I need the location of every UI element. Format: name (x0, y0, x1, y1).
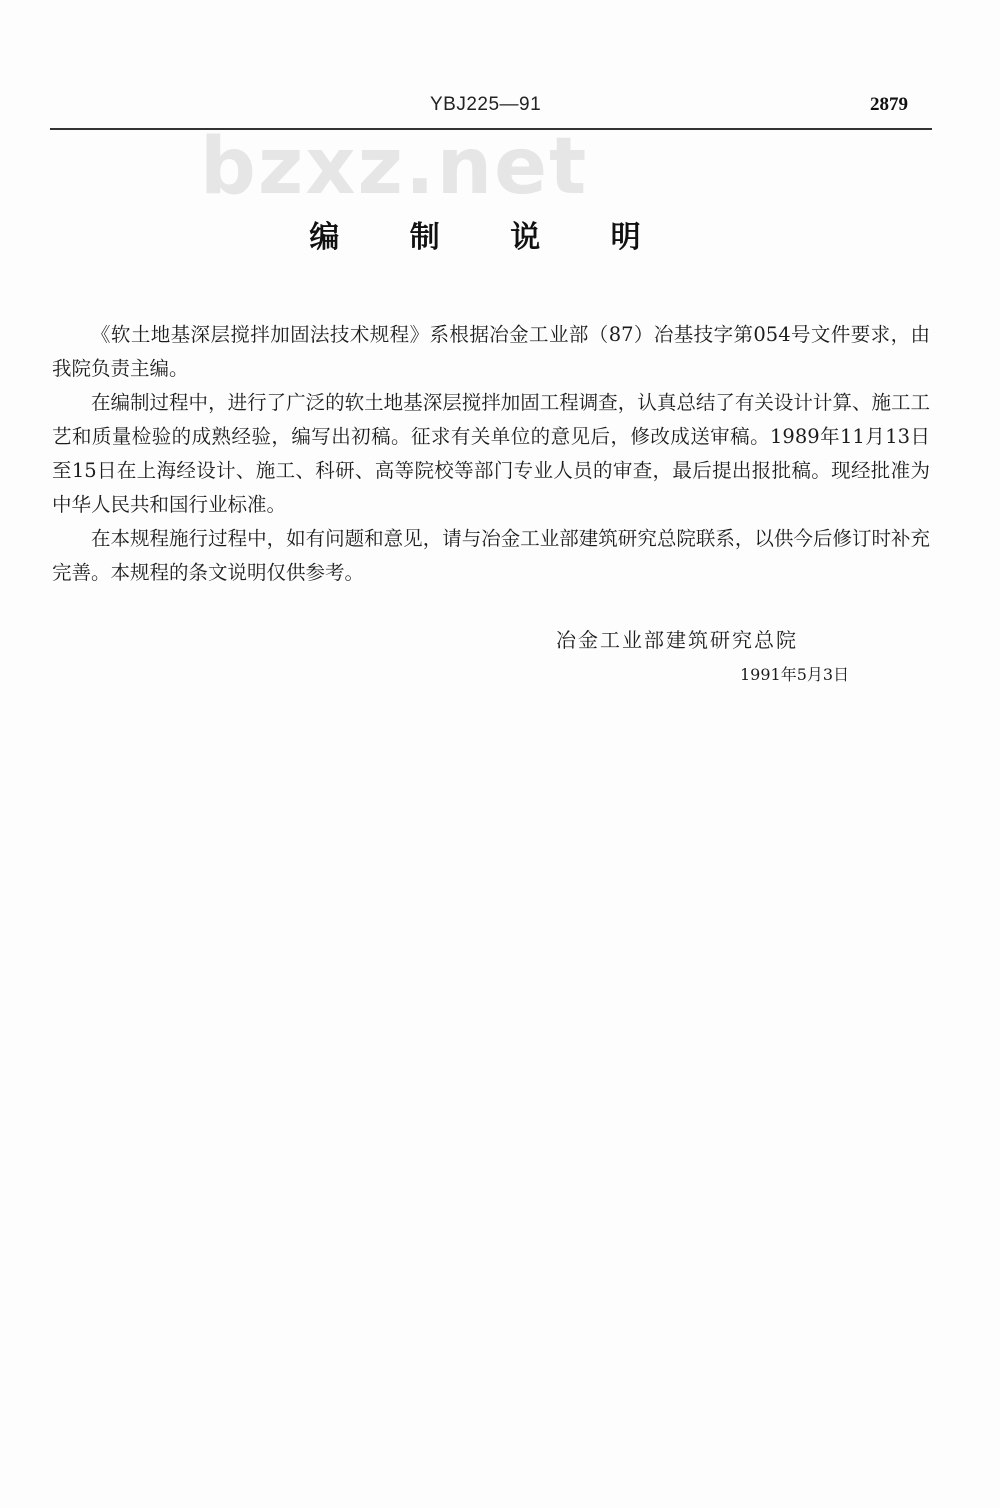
page-number: 2879 (870, 94, 908, 115)
signature-date: 1991年5月3日 (740, 665, 850, 684)
body-text (52, 318, 930, 590)
paragraph-1: 《软土地基深层搅拌加固法技术规程》系根据冶金工业部（87）冶基技字第054号文件要求，由我院负责主编。 (52, 323, 930, 380)
paragraph-3: 在本规程施行过程中，如有问题和意见，请与冶金工业部建筑研究总院联系，以供今后修订时补充完善。本规程的条文说明仅供参考。 (52, 527, 930, 584)
paragraph-2: 在编制过程中，进行了广泛的软土地基深层搅拌加固工程调查，认真总结了有关设计计算、施工工艺和质量检验的成熟经验，编写出初稿。征求有关单位的意见后，修改成送审稿。1989年11月13日至15日在上海经设计、施工、科研、高等院校等部门专业人员的审查，最后提出报批稿。现经批准为中华人民共和国行业标准。 (52, 391, 930, 516)
section-title: 编 制 说 明 (309, 220, 671, 255)
page-header (50, 92, 930, 126)
document-code: YBJ225—91 (430, 94, 542, 115)
watermark: bzxz.net (200, 122, 589, 212)
signature-organization: 冶金工业部建筑研究总院 (556, 628, 798, 652)
